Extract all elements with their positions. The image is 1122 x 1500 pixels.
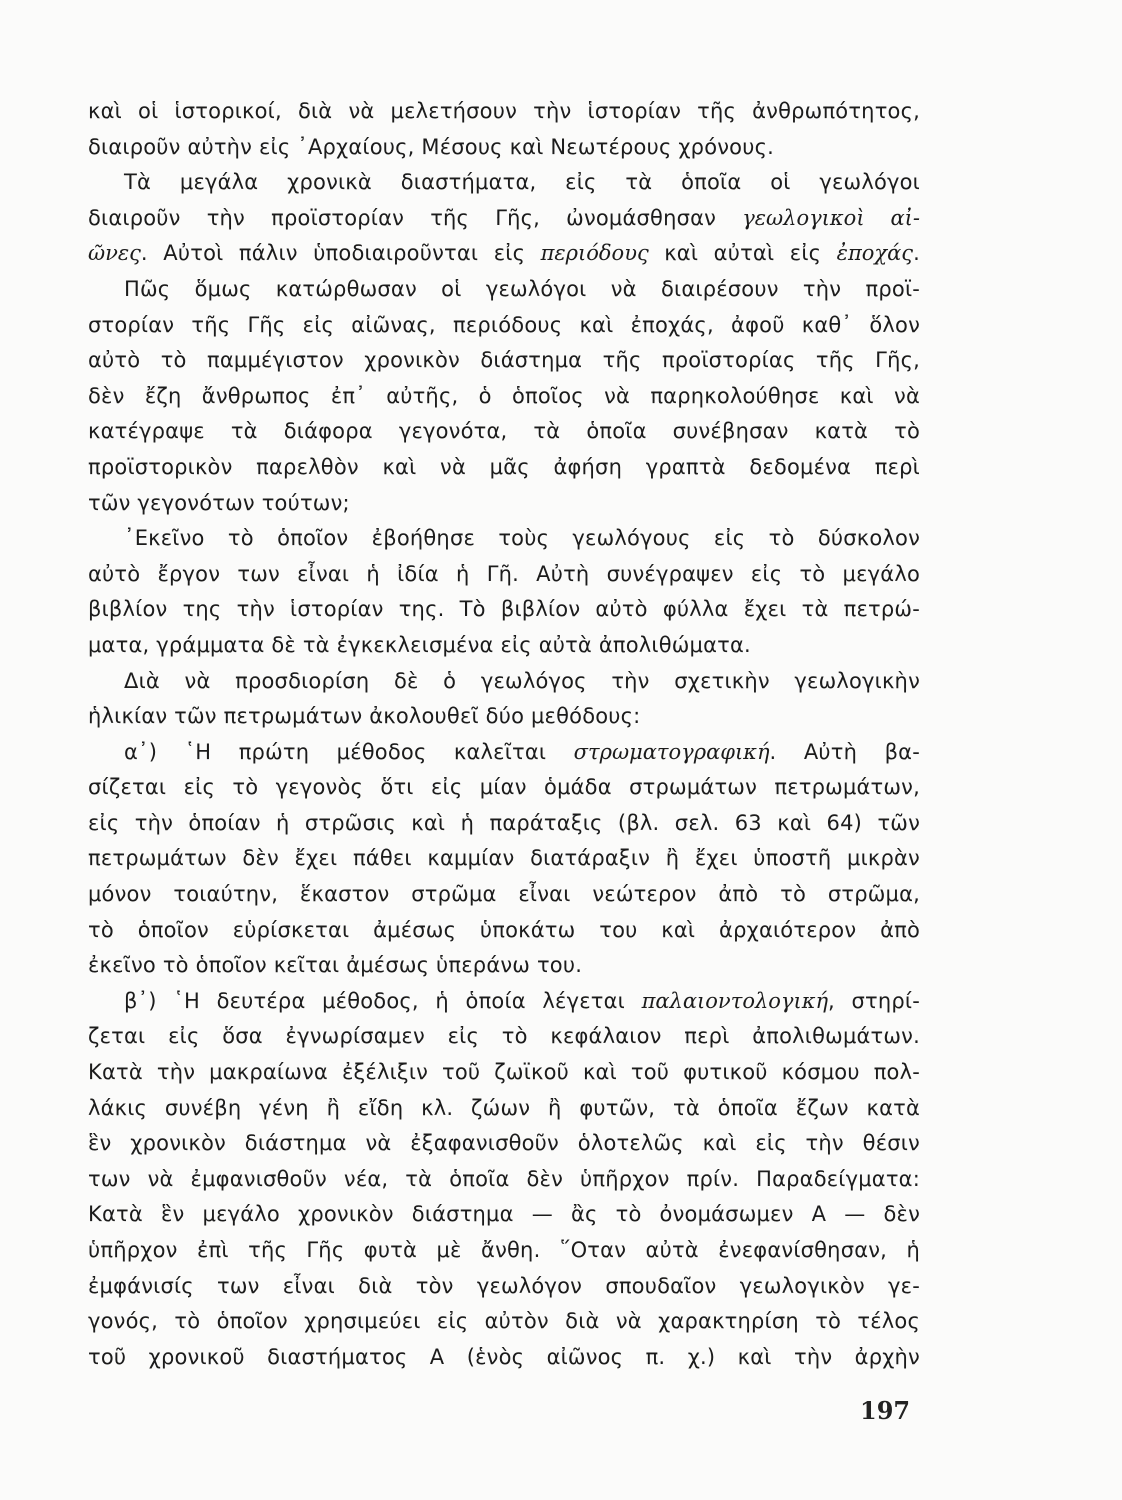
- text-segment: . Αὐτὴ βα-: [769, 739, 920, 764]
- emphasized-term: ἐποχάς: [836, 241, 914, 266]
- text-line: ὑπῆρχον ἐπὶ τῆς Γῆς φυτὰ μὲ ἄνθη. ῞Οταν αὐτὰ ἐνεφανίσθησαν, ἡ: [88, 1238, 920, 1262]
- text-line: γονός, τὸ ὁποῖον χρησιμεύει εἰς αὐτὸν διὰ νὰ χαρακτηρίση τὸ τέλος: [88, 1309, 920, 1334]
- text-segment: β᾽) ῾Η δευτέρα μέθοδος, ἡ ὁποία λέγεται: [124, 988, 625, 1013]
- text-line: προϊστορικὸν παρελθὸν καὶ νὰ μᾶς ἀφήση γραπτὰ δεδομένα περὶ: [88, 454, 920, 479]
- emphasized-term: περιόδους: [540, 241, 649, 266]
- text-line: ζεται εἰς ὅσα ἐγνωρίσαμεν εἰς τὸ κεφάλαιον περὶ ἀπολιθωμάτων.: [88, 1024, 920, 1049]
- text-line: βιβλίον της τὴν ἱστορίαν της. Τὸ βιβλίον αὐτὸ φύλλα ἔχει τὰ πετρώ-: [88, 597, 920, 622]
- text-line: [88, 201, 920, 237]
- text-line: τῶν γεγονότων τούτων;: [88, 490, 350, 515]
- text-line: σίζεται εἰς τὸ γεγονὸς ὅτι εἰς μίαν ὁμάδα στρωμάτων πετρωμάτων,: [88, 775, 920, 800]
- text-segment: α᾽) ῾Η πρώτη μέθοδος καλεῖται: [124, 739, 547, 764]
- text-line: στορίαν τῆς Γῆς εἰς αἰῶνας, περιόδους καὶ ἐποχάς, ἀφοῦ καθ᾽ ὅλον: [88, 312, 920, 337]
- text-line: [88, 735, 920, 771]
- text-line: ἓν χρονικὸν διάστημα νὰ ἐξαφανισθοῦν ὁλοτελῶς καὶ εἰς τὴν θέσιν: [88, 1131, 920, 1156]
- text-line: Πῶς ὅμως κατώρθωσαν οἱ γεωλόγοι νὰ διαιρέσουν τὴν προϊ-: [124, 276, 920, 301]
- text-line: [88, 984, 920, 1020]
- text-line: των νὰ ἐμφανισθοῦν νέα, τὰ ὁποῖα δὲν ὑπῆρχον πρίν. Παραδείγματα:: [88, 1166, 920, 1191]
- text-line: αὐτὸ ἔργον των εἶναι ἡ ἰδία ἡ Γῆ. Αὐτὴ συνέγραψεν εἰς τὸ μεγάλο: [88, 561, 920, 586]
- text-line: ἐκεῖνο τὸ ὁποῖον κεῖται ἀμέσως ὑπεράνω του.: [88, 953, 583, 978]
- text-line: διαιροῦν αὐτὴν εἰς ᾽Αρχαίους, Μέσους καὶ Νεωτέρους χρόνους.: [88, 134, 774, 159]
- emphasized-term: γεωλογικοὶ αἰ-: [742, 205, 920, 230]
- text-segment: .: [913, 241, 920, 266]
- text-line: κατέγραψε τὰ διάφορα γεγονότα, τὰ ὁποῖα συνέβησαν κατὰ τὸ: [88, 419, 920, 444]
- text-line: Διὰ νὰ προσδιορίση δὲ ὁ γεωλόγος τὴν σχετικὴν γεωλογικὴν: [124, 668, 920, 693]
- page-number: 197: [860, 1396, 911, 1425]
- text-segment: διαιροῦν τὴν προϊστορίαν τῆς Γῆς, ὠνομάσθησαν: [88, 205, 717, 230]
- emphasized-term: παλαιοντολογική: [641, 988, 829, 1013]
- text-line: τὸ ὁποῖον εὑρίσκεται ἀμέσως ὑποκάτω του καὶ ἀρχαιότερον ἀπὸ: [88, 917, 920, 942]
- page-body-text: [88, 94, 920, 1375]
- text-line: τοῦ χρονικοῦ διαστήματος Α (ἑνὸς αἰῶνος π. χ.) καὶ τὴν ἀρχὴν: [88, 1344, 920, 1369]
- emphasized-term: ῶνες: [88, 241, 141, 266]
- text-segment: , στηρί-: [828, 988, 920, 1013]
- text-segment: καὶ αὐταὶ εἰς: [664, 241, 822, 266]
- text-segment: . Αὐτοὶ πάλιν ὑποδιαιροῦνται εἰς: [140, 241, 526, 266]
- text-line: ἐμφάνισίς των εἶναι διὰ τὸν γεωλόγον σπουδαῖον γεωλογικὸν γε-: [88, 1273, 920, 1298]
- text-line: καὶ οἱ ἱστορικοί, διὰ νὰ μελετήσουν τὴν ἱστορίαν τῆς ἀνθρωπότητος,: [88, 99, 920, 123]
- text-line: μόνον τοιαύτην, ἕκαστον στρῶμα εἶναι νεώτερον ἀπὸ τὸ στρῶμα,: [88, 882, 920, 907]
- text-line: λάκις συνέβη γένη ἢ εἴδη κλ. ζώων ἢ φυτῶν, τὰ ὁποῖα ἔζων κατὰ: [88, 1095, 920, 1120]
- text-line: ἡλικίαν τῶν πετρωμάτων ἀκολουθεῖ δύο μεθόδους:: [88, 704, 641, 729]
- text-line: Τὰ μεγάλα χρονικὰ διαστήματα, εἰς τὰ ὁποῖα οἱ γεωλόγοι: [124, 170, 920, 195]
- emphasized-term: στρωματογραφική: [573, 739, 770, 764]
- text-line: αὐτὸ τὸ παμμέγιστον χρονικὸν διάστημα τῆς προϊστορίας τῆς Γῆς,: [88, 348, 920, 373]
- text-line: Κατὰ τὴν μακραίωνα ἐξέλιξιν τοῦ ζωϊκοῦ καὶ τοῦ φυτικοῦ κόσμου πολ-: [88, 1060, 920, 1085]
- text-line: πετρωμάτων δὲν ἔχει πάθει καμμίαν διατάραξιν ἢ ἔχει ὑποστῆ μικρὰν: [88, 846, 920, 871]
- text-line: εἰς τὴν ὁποίαν ἡ στρῶσις καὶ ἡ παράταξις (βλ. σελ. 63 καὶ 64) τῶν: [88, 810, 920, 835]
- text-line: Κατὰ ἓν μεγάλο χρονικὸν διάστημα — ἂς τὸ ὀνομάσωμεν Α — δὲν: [88, 1202, 920, 1227]
- text-line: [88, 236, 920, 272]
- text-line: ᾽Εκεῖνο τὸ ὁποῖον ἐβοήθησε τοὺς γεωλόγους εἰς τὸ δύσκολον: [124, 526, 920, 551]
- text-line: δὲν ἔζη ἄνθρωπος ἐπ᾽ αὐτῆς, ὁ ὁποῖος νὰ παρηκολούθησε καὶ νὰ: [88, 383, 920, 408]
- text-line: ματα, γράμματα δὲ τὰ ἐγκεκλεισμένα εἰς αὐτὰ ἀπολιθώματα.: [88, 632, 751, 657]
